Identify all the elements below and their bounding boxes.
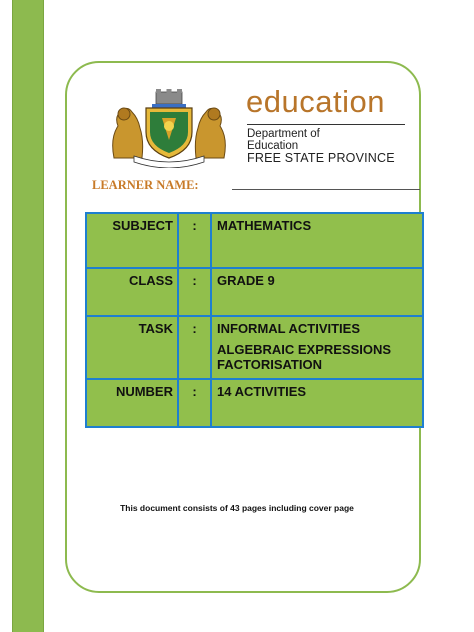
number-value: 14 ACTIVITIES	[211, 379, 423, 427]
task-detail-2: FACTORISATION	[217, 356, 322, 372]
number-separator: :	[178, 379, 211, 427]
task-detail-1: ALGEBRAIC EXPRESSIONS	[217, 341, 392, 357]
number-label: NUMBER	[86, 379, 178, 427]
learner-name-label: LEARNER NAME:	[92, 178, 199, 192]
dept-line-1: Department of	[247, 128, 320, 140]
page-count-note: This document consists of 43 pages including cover page	[120, 503, 354, 513]
class-value: GRADE 9	[211, 268, 423, 316]
education-wordmark: education	[246, 84, 385, 119]
wordmark-divider	[247, 124, 405, 125]
coat-of-arms-icon	[104, 88, 234, 168]
class-separator: :	[178, 268, 211, 316]
class-label: CLASS	[86, 268, 178, 316]
table-row-number	[86, 379, 423, 427]
task-cell	[211, 316, 423, 379]
province-name: FREE STATE PROVINCE	[247, 151, 395, 165]
info-table	[85, 212, 424, 428]
task-detail	[217, 342, 417, 372]
task-label: TASK	[86, 316, 178, 379]
dept-line-2: Education	[247, 140, 299, 152]
table-row-class	[86, 268, 423, 316]
subject-value: MATHEMATICS	[211, 213, 423, 268]
table-row-subject	[86, 213, 423, 268]
table-row-task	[86, 316, 423, 379]
learner-name-line[interactable]	[232, 189, 420, 190]
side-color-bar	[12, 0, 44, 632]
task-separator: :	[178, 316, 211, 379]
subject-separator: :	[178, 213, 211, 268]
task-value: INFORMAL ACTIVITIES	[217, 320, 360, 336]
subject-label: SUBJECT	[86, 213, 178, 268]
department-block	[247, 128, 395, 164]
